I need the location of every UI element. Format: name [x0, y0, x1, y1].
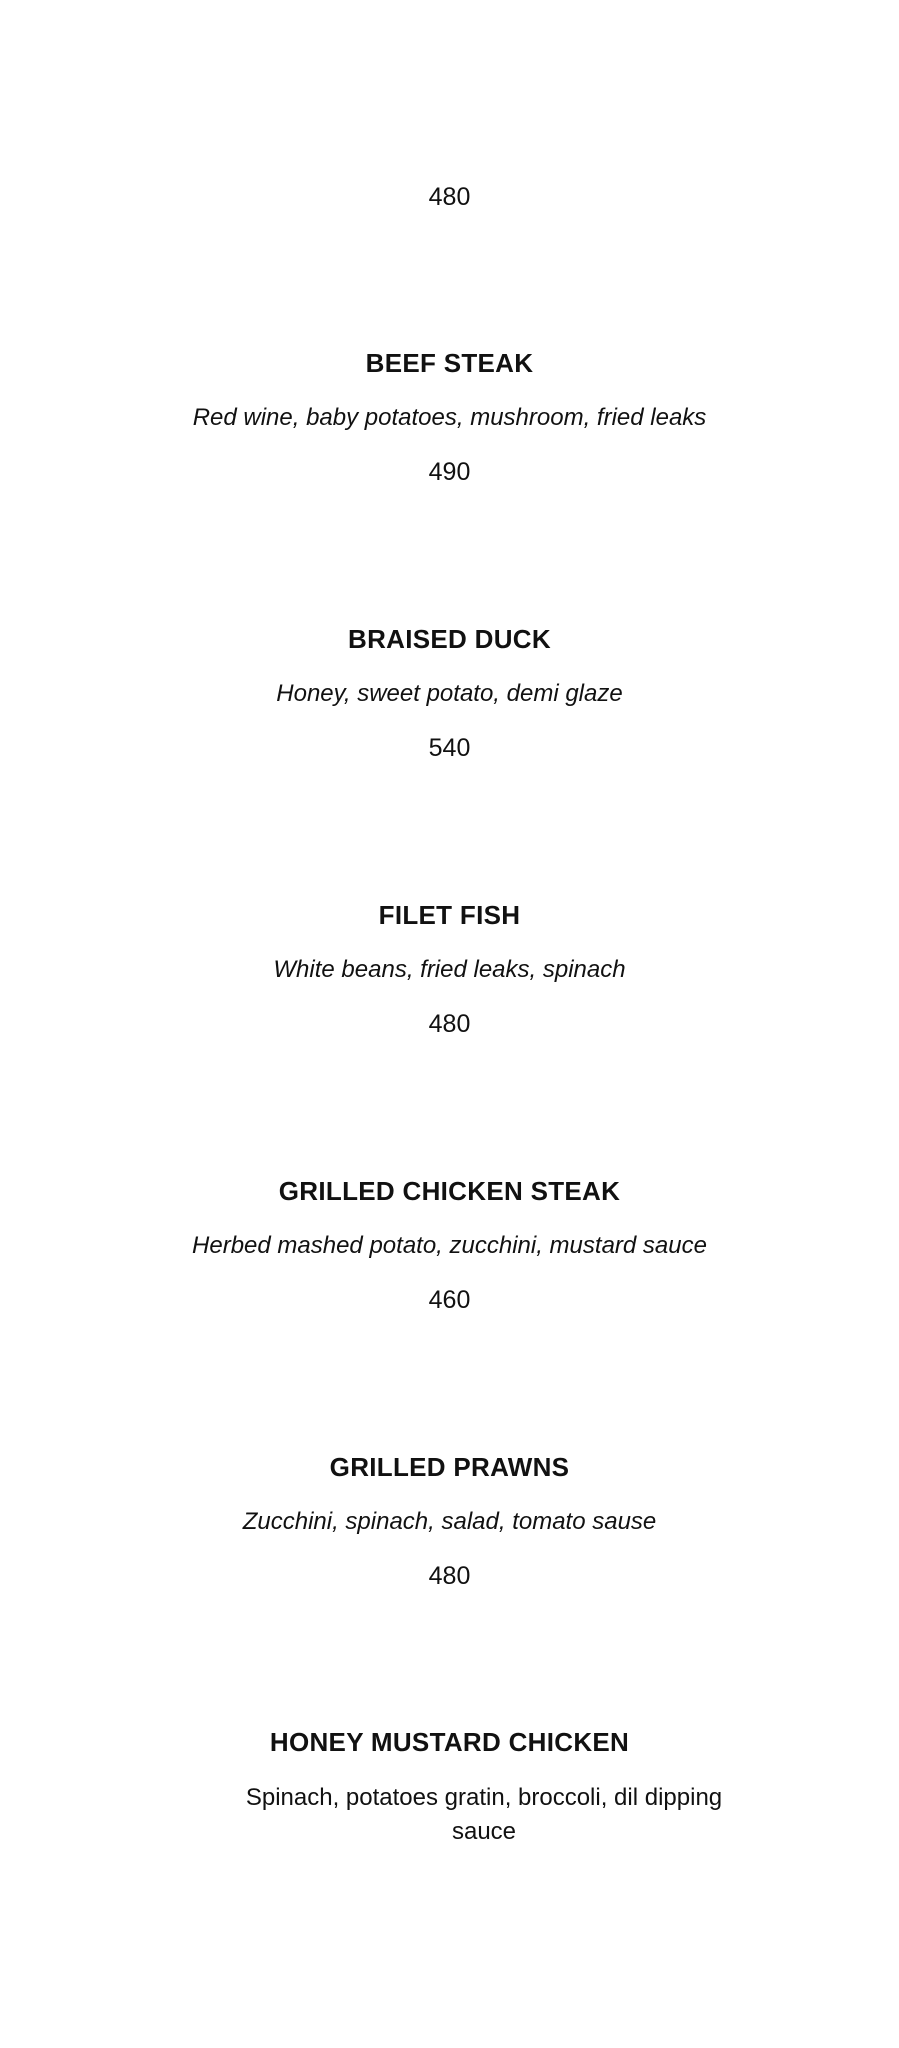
item-price: 480	[428, 1562, 471, 1590]
item-name: BEEF STEAK	[365, 348, 534, 378]
item-description: Zucchini, spinach, salad, tomato sause	[242, 1508, 657, 1535]
item-name: FILET FISH	[378, 900, 521, 930]
item-name: BRAISED DUCK	[348, 624, 551, 654]
item-price: 480	[428, 1010, 471, 1038]
item-description: Spinach, potatoes gratin, broccoli, dil dipping sauce	[245, 1784, 723, 1845]
item-price: 460	[428, 1286, 471, 1314]
item-description: White beans, fried leaks, spinach	[273, 956, 626, 983]
item-name: GRILLED PRAWNS	[329, 1452, 570, 1482]
item-description: Honey, sweet potato, demi glaze	[276, 680, 623, 707]
item-price: 490	[428, 458, 471, 486]
item-name: GRILLED CHICKEN STEAK	[278, 1176, 621, 1206]
item-description: Herbed mashed potato, zucchini, mustard sauce	[192, 1232, 707, 1259]
item-description: Red wine, baby potatoes, mushroom, fried leaks	[192, 404, 707, 431]
top-price: 480	[428, 183, 471, 211]
item-price: 540	[428, 734, 471, 762]
item-name: HONEY MUSTARD CHICKEN	[269, 1727, 630, 1757]
